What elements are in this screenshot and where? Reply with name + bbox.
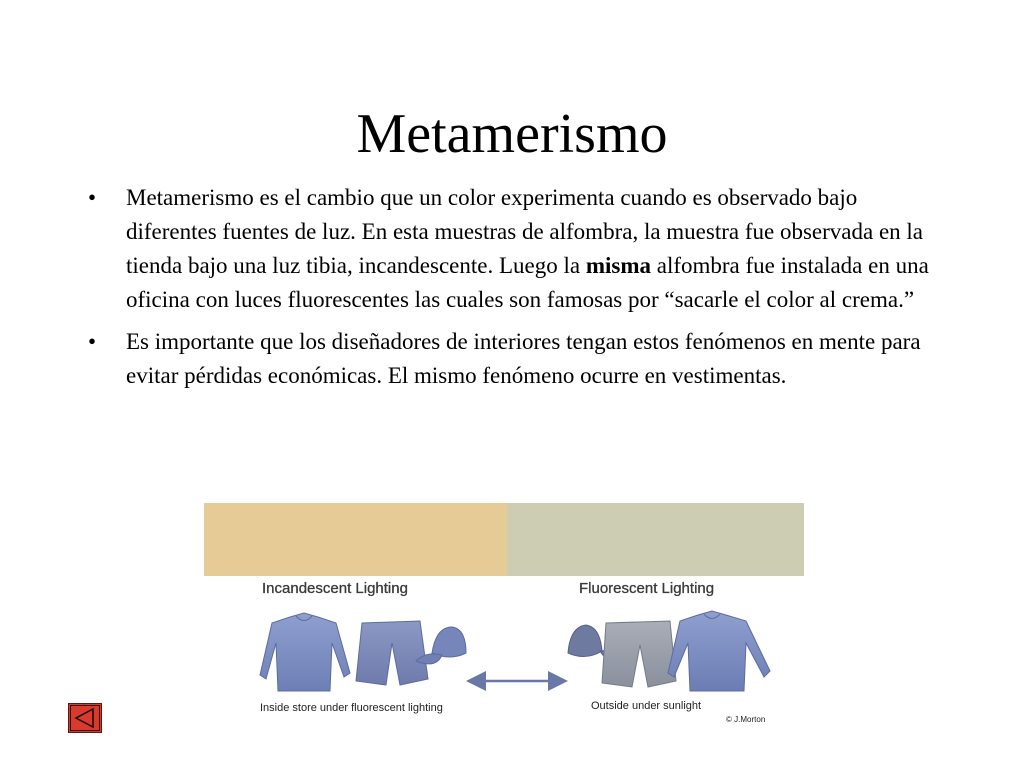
fluorescent-label: Fluorescent Lighting (579, 580, 715, 597)
bullet-bold-word: misma (585, 253, 651, 278)
incandescent-label: Incandescent Lighting (262, 580, 408, 597)
incandescent-caption: Inside store under fluorescent lighting (260, 702, 443, 714)
bullet-item (88, 325, 938, 393)
bullet-text-end: alfombra fue instalada en una oficina con luces fluorescentes las cuales son famosas por “sacarle el color al crema.” (126, 253, 929, 312)
bullet-item (88, 181, 938, 317)
shorts-icon (602, 621, 676, 687)
shorts-icon (356, 621, 428, 685)
shirt-icon (260, 613, 350, 691)
credit-name: J.Morton (734, 715, 766, 724)
bullet-text: Es importante que los diseñadores de interiores tengan estos fenómenos en mente para evitar pérdidas económicas. El mismo fenómeno ocurre en vestimentas. (126, 329, 921, 388)
shirt-icon (668, 611, 770, 691)
fluorescent-caption: Outside under sunlight (591, 700, 702, 712)
copyright-icon: © (726, 715, 732, 724)
back-arrow-icon (68, 703, 102, 733)
back-button[interactable] (68, 703, 102, 733)
bullet-marker: • (88, 185, 97, 210)
bullet-text-start: Metamerismo es el cambio que un color experimenta cuando es observado bajo diferentes fuentes de luz. En esta muestras de alfombra, la muestra fue observada en la tienda bajo una luz tibia, incandescente. Luego la (126, 185, 924, 278)
slide-title: Metamerismo (356, 103, 668, 165)
metamerism-figure (204, 503, 804, 730)
clothing-illustration (204, 503, 804, 730)
bullet-marker: • (88, 329, 97, 354)
copyright-credit (726, 715, 765, 724)
bullet-list (88, 181, 938, 401)
